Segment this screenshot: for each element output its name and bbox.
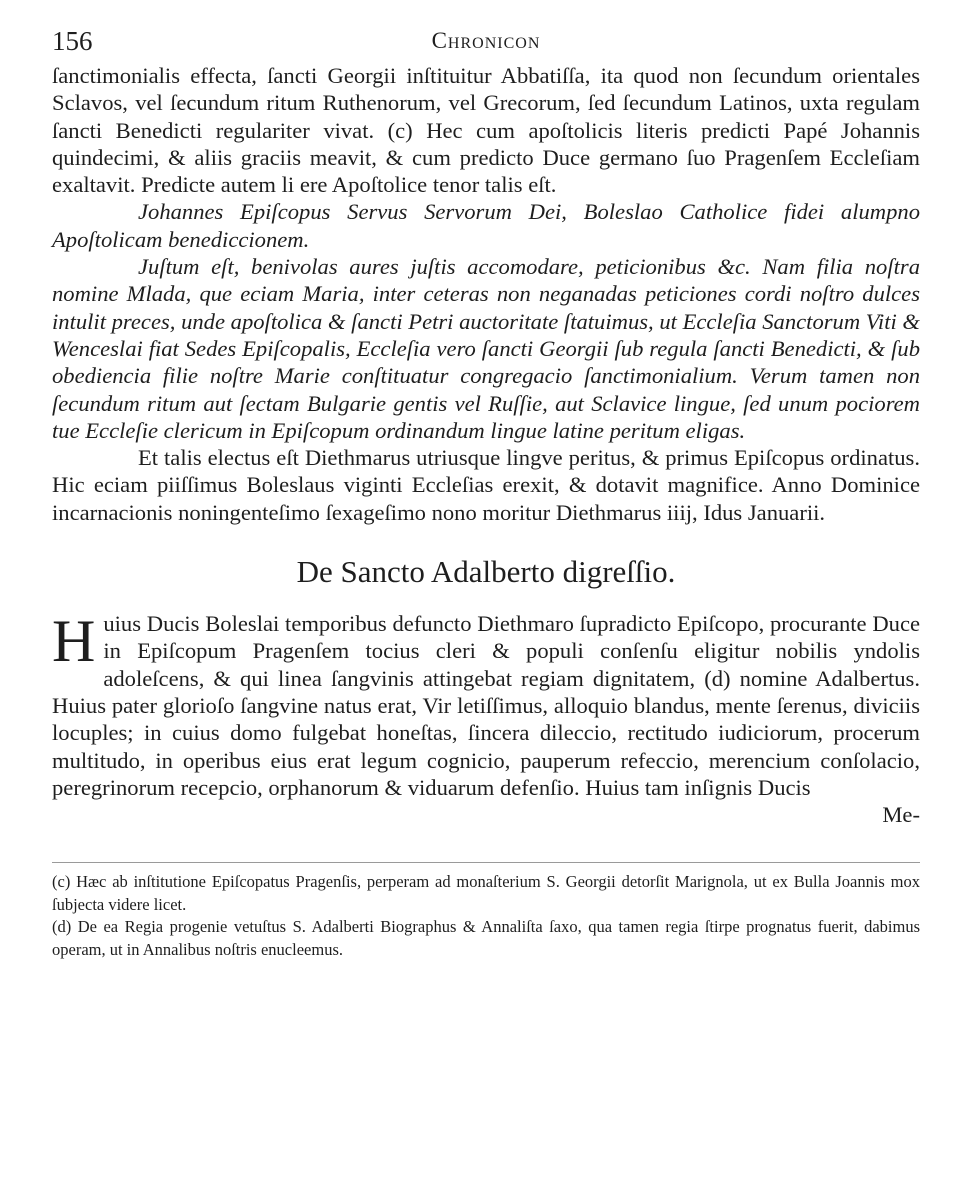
footnotes [52,871,920,961]
page-number: 156 [52,26,93,56]
footnote-c: (c) Hæc ab inſtitutione Epiſcopatus Pragenſis, perperam ad monaſterium S. Georgii detorſit Marignola, ut ex Bulla Joannis mox ſubjecta videre licet. [52,872,920,914]
paragraph-adalbertus-text: uius Ducis Boleslai temporibus defuncto Diethmaro ſupradicto Epiſcopo, procurante Duce in Epiſcopum Pragenſem tocius cleri & populi conſenſu eligitur nobilis yndolis adoleſcens, & qui linea ſangvinis attingebat regiam dignitatem, (d) nomine Adalbertus. Huius pater glorioſo ſangvine natus erat, Vir letiſſimus, alloquio blandus, mente ſerenus, diviciis locuples; in cuius domo fulgebat honeſtas, ſincera dileccio, rectitudo iudiciorum, procerum multitudo, in operibus eius erat legum cognicio, pauperum refeccio, merencium conſolacio, peregrinorum recepcio, orphanorum & viduarum defenſio. Huius tam inſignis Ducis [52,611,920,800]
paragraph-foundation: ſanctimonialis effecta, ſancti Georgii inſtituitur Abbatiſſa, ita quod non ſecundum orientales Sclavos, vel ſecundum ritum Ruthenorum, vel Grecorum, ſed ſecundum Latinos, uxta regulam ſancti Benedicti regulariter vivat. (c) Hec cum apoſtolicis literis predicti Papé Johannis quindecimi, & aliis graciis meavit, & cum predicto Duce germano ſuo Pragenſem Eccleſiam exaltavit. Predicte autem li ere Apoſtolice tenor talis eſt. [52,63,920,198]
page-header [52,18,920,62]
paragraph-adalbertus [52,610,920,801]
paragraph-diethmarus: Et talis electus eſt Diethmarus utriusque lingve peritus, & primus Epiſcopus ordinatus. Hic eciam piiſſimus Boleslaus viginti Eccleſias erexit, & dotavit magnifice. Anno Dominice incarnacionis noningenteſimo ſexageſimo nono moritur Diethmarus iiij, Idus Januarii. [52,445,920,525]
catchword: Me- [882,802,920,828]
papal-salutation: Johannes Epiſcopus Servus Servorum Dei, Boleslao Catholice fidei alumpno Apoſtolicam benediccionem. [52,199,920,252]
running-title: Chronicon [431,28,541,53]
footnote-divider [52,862,920,863]
section-heading: De Sancto Adalberto digreſſio. [296,554,676,590]
drop-cap: H [52,608,96,675]
papal-bull-text: Juſtum eſt, benivolas aures juſtis accomodare, peticionibus &c. Nam filia noſtra nomine Mlada, que eciam Maria, inter ceteras non neganadas peticiones cordi noſtro dulces intulit preces, unde apoſtolica & ſancti Petri auctoritate ſtatuimus, ut Eccleſia Sanctorum Viti & Wenceslai fiat Sedes Epiſcopalis, Eccleſia vero ſancti Georgii ſub regula ſancti Benedicti, & ſub obediencia filie noſtre Marie conſtituatur congregacio ſanctimonialium. Verum tamen non ſecundum ritum aut ſectam Bulgarie gentis vel Ruſſie, aut Sclavice lingue, ſed unum pociorem tue Eccleſie clericum in Epiſcopum ordinandum lingue latine peritum eligas. [52,254,920,443]
footnote-d: (d) De ea Regia progenie vetuſtus S. Adalberti Biographus & Annaliſta ſaxo, qua tamen regia ſtirpe prognatus fuerit, dabimus operam, ut in Annalibus noſtris enucleemus. [52,917,920,959]
